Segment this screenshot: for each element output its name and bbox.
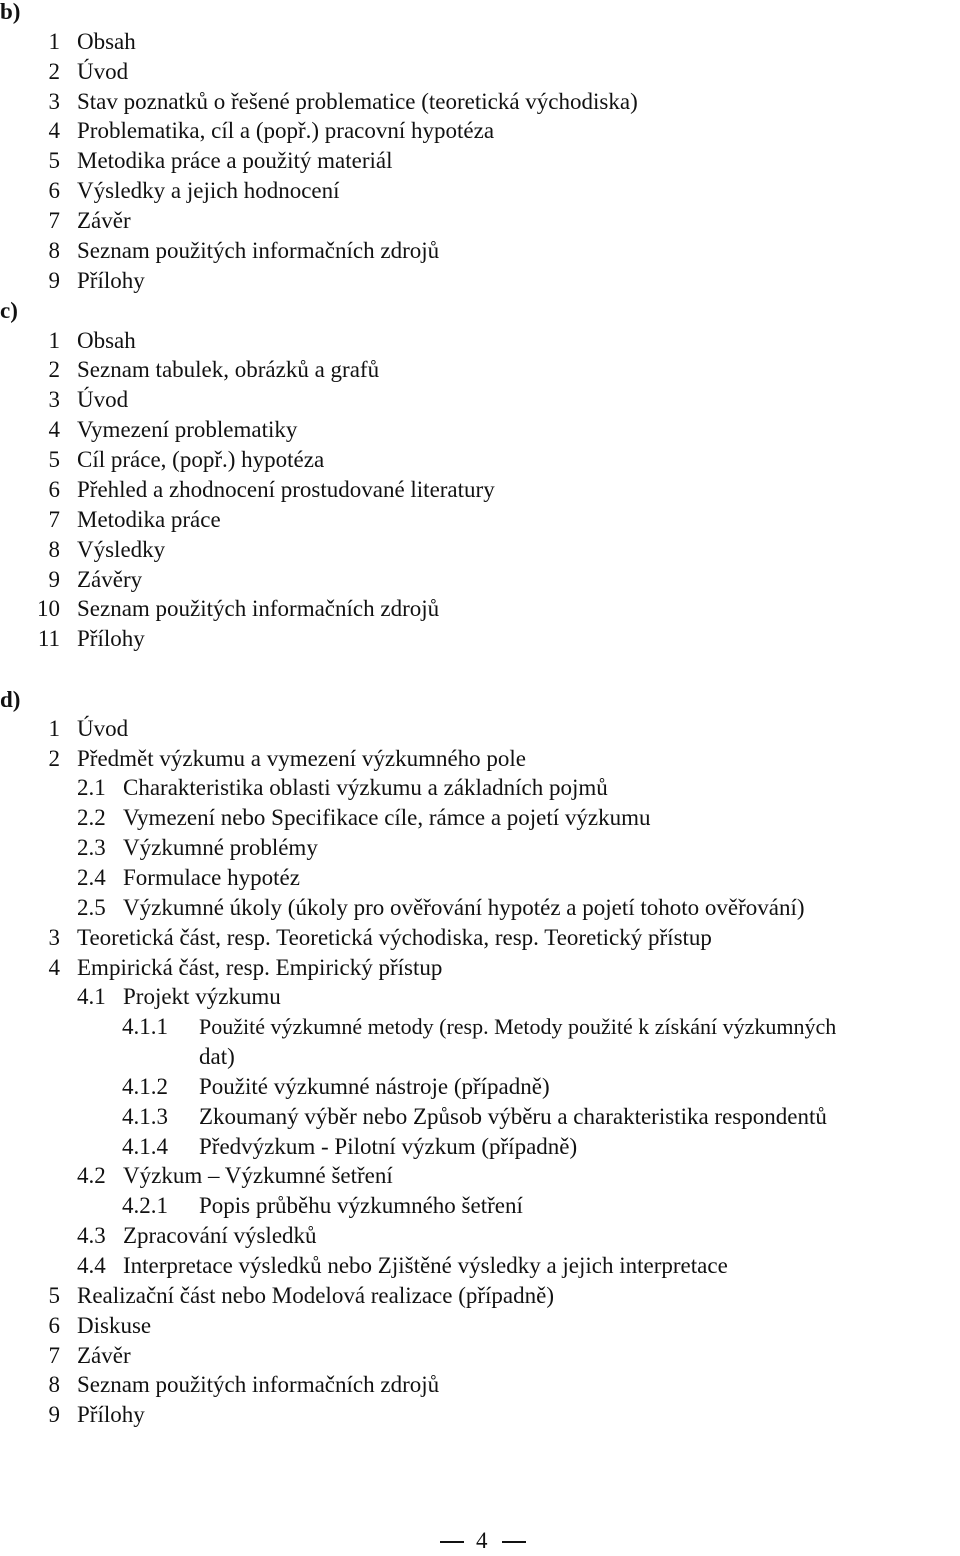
toc-number: 4.2 [77, 1163, 106, 1188]
toc-number: 3 [48, 925, 60, 950]
toc-text: Úvod [77, 59, 129, 84]
toc-number: 2.4 [77, 865, 106, 890]
toc-text: Stav poznatků o řešené problematice (teoretická východiska) [77, 89, 638, 114]
dash-right-decoration [502, 1541, 526, 1543]
toc-text: Přílohy [77, 1402, 145, 1427]
toc-number: 4 [48, 118, 60, 143]
toc-number: 4.1.1 [122, 1014, 168, 1039]
toc-text: Výsledky [77, 537, 166, 562]
toc-number: 2 [48, 357, 60, 382]
toc-text: Seznam použitých informačních zdrojů [77, 238, 440, 263]
toc-text: Charakteristika oblasti výzkumu a základních pojmů [123, 775, 608, 800]
toc-text: Použité výzkumné metody (resp. Metody použité k získání výzkumných [199, 1014, 837, 1039]
toc-text: Zpracování výsledků [123, 1223, 317, 1248]
toc-text: Přílohy [77, 626, 145, 651]
toc-text: Empirická část, resp. Empirický přístup [77, 955, 443, 980]
toc-text: Interpretace výsledků nebo Zjištěné výsledky a jejich interpretace [123, 1253, 728, 1278]
toc-text: Závěr [77, 208, 131, 233]
toc-number: 1 [48, 29, 60, 54]
toc-text: Obsah [77, 328, 136, 353]
toc-text: Předvýzkum - Pilotní výzkum (případně) [199, 1134, 578, 1159]
toc-text: Vymezení nebo Specifikace cíle, rámce a pojetí výzkumu [123, 805, 651, 830]
toc-text: Problematika, cíl a (popř.) pracovní hypotéza [77, 118, 495, 143]
toc-number: 3 [48, 89, 60, 114]
toc-number: 8 [48, 1372, 60, 1397]
toc-number: 3 [48, 387, 60, 412]
toc-number: 2 [48, 59, 60, 84]
toc-text: Seznam tabulek, obrázků a grafů [77, 357, 380, 382]
toc-number: 8 [48, 238, 60, 263]
toc-text: Projekt výzkumu [123, 984, 281, 1009]
toc-number: 6 [48, 178, 60, 203]
toc-number: 4.1.2 [122, 1074, 168, 1099]
toc-number: 4 [48, 417, 60, 442]
toc-number: 2 [48, 746, 60, 771]
toc-number: 4.4 [77, 1253, 106, 1278]
toc-number: 9 [48, 567, 60, 592]
toc-number: 9 [48, 268, 60, 293]
toc-number: 5 [48, 447, 60, 472]
toc-number: 7 [48, 208, 60, 233]
toc-number: 11 [37, 626, 60, 651]
toc-number: 4.1.4 [122, 1134, 168, 1159]
toc-text: Seznam použitých informačních zdrojů [77, 596, 440, 621]
toc-text: Seznam použitých informačních zdrojů [77, 1372, 440, 1397]
toc-number: 2.1 [77, 775, 106, 800]
toc-text: Diskuse [77, 1313, 152, 1338]
toc-text: Popis průběhu výzkumného šetření [199, 1193, 523, 1218]
toc-number: 4.2.1 [122, 1193, 168, 1218]
toc-number: 5 [48, 1283, 60, 1308]
toc-text: Metodika práce a použitý materiál [77, 148, 393, 173]
page-number: 4 [476, 1528, 488, 1553]
toc-text: Závěr [77, 1343, 131, 1368]
toc-number: 7 [48, 1343, 60, 1368]
toc-text: Teoretická část, resp. Teoretická východiska, resp. Teoretický přístup [77, 925, 712, 950]
toc-text-continuation: dat) [199, 1044, 235, 1069]
toc-text: Realizační část nebo Modelová realizace (případně) [77, 1283, 555, 1308]
toc-number: 4 [48, 955, 60, 980]
toc-number: 9 [48, 1402, 60, 1427]
toc-number: 1 [48, 328, 60, 353]
toc-number: 10 [37, 596, 60, 621]
toc-number: 4.1.3 [122, 1104, 168, 1129]
toc-text: Předmět výzkumu a vymezení výzkumného pole [77, 746, 527, 771]
toc-text: Úvod [77, 387, 129, 412]
toc-number: 1 [48, 716, 60, 741]
toc-text: Výsledky a jejich hodnocení [77, 178, 340, 203]
toc-number: 4.3 [77, 1223, 106, 1248]
toc-text: Výzkumné problémy [123, 835, 318, 860]
toc-number: 6 [48, 1313, 60, 1338]
toc-number: 6 [48, 477, 60, 502]
toc-number: 2.2 [77, 805, 106, 830]
toc-number: 4.1 [77, 984, 106, 1009]
toc-number: 5 [48, 148, 60, 173]
toc-text: Metodika práce [77, 507, 221, 532]
toc-number: 7 [48, 507, 60, 532]
toc-text: Přílohy [77, 268, 145, 293]
toc-text: Zkoumaný výběr nebo Způsob výběru a charakteristika respondentů [199, 1104, 827, 1129]
toc-text: Obsah [77, 29, 136, 54]
toc-text: Výzkumné úkoly (úkoly pro ověřování hypotéz a pojetí tohoto ověřování) [123, 895, 805, 920]
toc-number: 2.5 [77, 895, 106, 920]
toc-text: Úvod [77, 716, 129, 741]
section-label-d: d) [0, 687, 21, 712]
section-label-b: b) [0, 0, 21, 24]
toc-text: Závěry [77, 567, 143, 592]
toc-text: Formulace hypotéz [123, 865, 300, 890]
toc-text: Použité výzkumné nástroje (případně) [199, 1074, 550, 1099]
toc-text: Cíl práce, (popř.) hypotéza [77, 447, 325, 472]
toc-text: Výzkum – Výzkumné šetření [123, 1163, 393, 1188]
section-label-c: c) [0, 298, 18, 323]
toc-number: 8 [48, 537, 60, 562]
toc-text: Přehled a zhodnocení prostudované literatury [77, 477, 495, 502]
toc-text: Vymezení problematiky [77, 417, 298, 442]
toc-number: 2.3 [77, 835, 106, 860]
dash-left-decoration [440, 1541, 464, 1543]
